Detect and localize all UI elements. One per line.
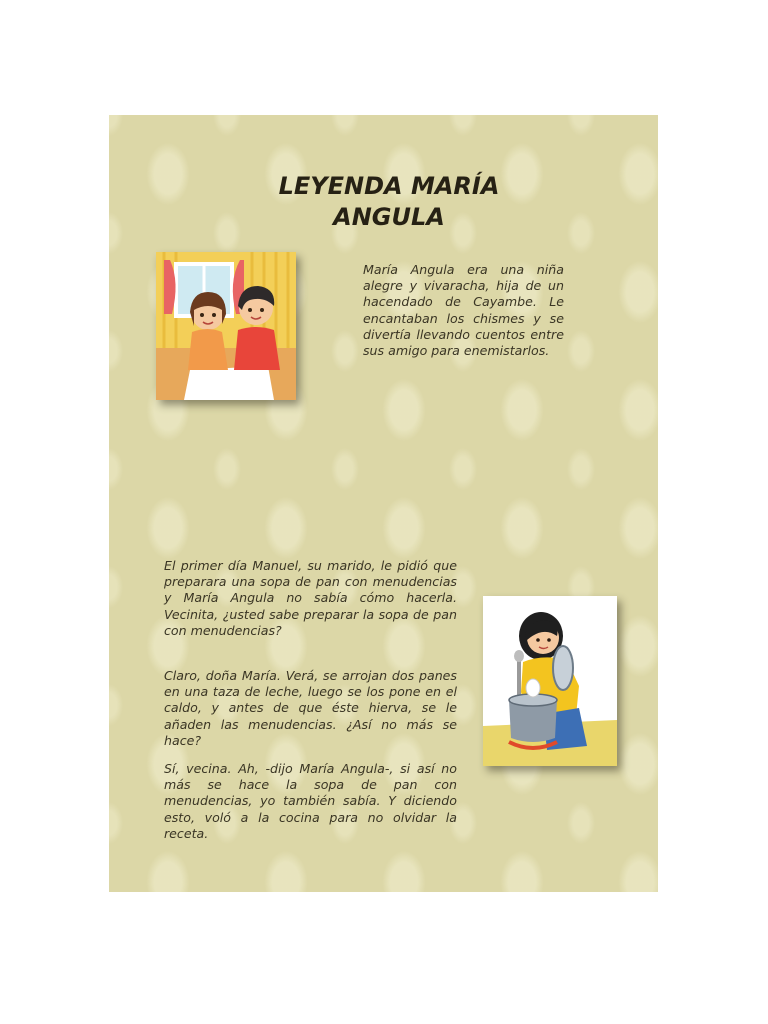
page-title [239, 171, 539, 233]
story-paragraph-2: Claro, doña María. Verá, se arrojan dos panes en una taza de leche, luego se los pone en el caldo, y antes de que éste hierva, se le añaden las menudencias. ¿Así no más se hace? [164, 668, 457, 748]
story-paragraph-3: Sí, vecina. Ah, -dijo María Angula-, si así no más se hace la sopa de pan con menudencias, yo también sabía. Y diciendo esto, voló a la cocina para no olvidar la receta. [164, 761, 457, 841]
document-page [109, 115, 658, 892]
woman-cooking-illustration [483, 596, 617, 766]
title-line-1: LEYENDA MARÍA [278, 172, 500, 200]
children-at-table-illustration [156, 252, 296, 400]
title-line-2: ANGULA [333, 203, 445, 231]
story-paragraph-1: El primer día Manuel, su marido, le pidió que preparara una sopa de pan con menudencias y María Angula no sabía cómo hacerla. Vecinita, ¿usted sabe preparar la sopa de pan con menudencias? [164, 558, 457, 638]
intro-paragraph: María Angula era una niña alegre y vivaracha, hija de un hacendado de Cayambe. Le encantaban los chismes y se divertía llevando cuentos entre sus amigo para enemistarlos. [363, 262, 564, 359]
